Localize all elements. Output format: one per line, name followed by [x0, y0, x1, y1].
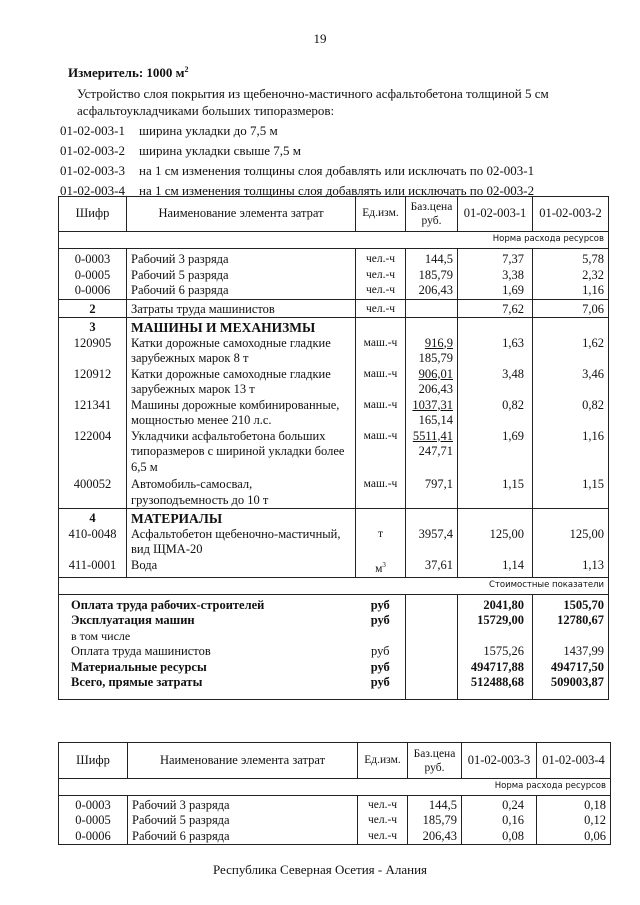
cell-code: 0-0005: [59, 813, 128, 829]
price-operator: 185,79: [418, 351, 453, 365]
measure-superscript: 2: [184, 65, 189, 74]
cell-price: 185,79: [406, 268, 458, 284]
cell-name: [127, 336, 356, 367]
table-row: [59, 527, 609, 558]
cell-value-2: 7,06: [533, 299, 609, 318]
cell-unit: маш.-ч: [356, 429, 406, 476]
header-price-line1: Баз.цена: [413, 747, 456, 760]
cell-price: 3957,4: [406, 527, 458, 558]
cell-value-1: 1,15: [458, 475, 533, 509]
name-line: зарубежных марок 13 т: [131, 382, 255, 396]
subheader-norms: Норма расхода ресурсов: [59, 779, 611, 796]
header-name: Наименование элемента затрат: [127, 197, 356, 232]
name-line: грузоподъемность до 10 т: [131, 492, 269, 507]
cell-value-2: 0,82: [533, 398, 609, 429]
cell-name: Рабочий 5 разряда: [128, 813, 358, 829]
unit-text: м: [375, 562, 383, 575]
table-row: [59, 429, 609, 476]
group-code: 4: [59, 509, 127, 527]
page-number: 19: [313, 31, 327, 46]
cell-code: 400052: [59, 475, 127, 509]
summary-row: [59, 613, 609, 629]
header-col-1: 01-02-003-1: [458, 197, 533, 232]
cell-value-1: 7,37: [458, 249, 533, 268]
table-row: [59, 475, 609, 509]
summary-unit: [356, 629, 406, 645]
summary-value-2: 494717,50: [533, 660, 609, 676]
name-line: Асфальтобетон щебеночно-мастичный,: [131, 526, 341, 541]
summary-value-1: 2041,80: [458, 594, 533, 613]
page-footer: Республика Северная Осетия - Алания: [212, 862, 428, 877]
summary-label: Эксплуатация машин: [59, 613, 356, 629]
summary-unit: руб: [356, 613, 406, 629]
measure-label: Измеритель: 1000 м: [68, 65, 185, 80]
cell-value-1: 125,00: [458, 527, 533, 558]
table-row: [59, 813, 611, 829]
summary-value-2: [533, 629, 609, 645]
summary-value-1: 512488,68: [458, 675, 533, 699]
cell-unit: чел.-ч: [358, 829, 408, 845]
summary-label: Оплата труда рабочих-строителей: [59, 594, 356, 613]
cell-value-2: 1,16: [533, 283, 609, 299]
name-line: зарубежных марок 8 т: [131, 351, 249, 365]
cell-unit: чел.-ч: [356, 283, 406, 299]
cell-price: [406, 429, 458, 476]
cell-value-2: 3,46: [533, 367, 609, 398]
summary-row: [59, 660, 609, 676]
cell-price: [406, 336, 458, 367]
header-code: Шифр: [59, 197, 127, 232]
variant-item: [60, 163, 534, 179]
summary-value-2: 1505,70: [533, 594, 609, 613]
empty-cell: [533, 318, 609, 336]
header-price: [408, 743, 462, 779]
cell-value-1: 7,62: [458, 299, 533, 318]
table-row: [59, 336, 609, 367]
header-name: Наименование элемента затрат: [128, 743, 358, 779]
cell-price: [406, 367, 458, 398]
cell-unit: маш.-ч: [356, 475, 406, 509]
cell-name: [127, 475, 356, 509]
group-code: 3: [59, 318, 127, 336]
group-name: МАТЕРИАЛЫ: [127, 509, 356, 527]
summary-unit: руб: [356, 660, 406, 676]
summary-label: в том числе: [59, 629, 356, 645]
cell-value-2: 1,13: [533, 558, 609, 578]
subheader-row: [59, 232, 609, 249]
empty-cell: [458, 318, 533, 336]
empty-cell: [406, 613, 458, 629]
cell-name: Затраты труда машинистов: [127, 299, 356, 318]
empty-cell: [356, 509, 406, 527]
cell-code: 0-0006: [59, 829, 128, 845]
resource-table-1: [58, 196, 609, 700]
cell-value-1: 1,69: [458, 429, 533, 476]
table-row: [59, 795, 611, 813]
variant-text: ширина укладки до 7,5 м: [139, 123, 278, 138]
cell-price: 185,79: [408, 813, 462, 829]
variant-text: на 1 см изменения толщины слоя добавлять или исключать по 02-003-1: [139, 163, 535, 178]
header-unit: Ед.изм.: [356, 197, 406, 232]
name-line: Автомобиль-самосвал,: [131, 477, 253, 491]
subheader-costs: Стоимостные показатели: [59, 577, 609, 594]
header-price-line2: руб.: [424, 761, 445, 774]
cell-price: [406, 398, 458, 429]
variant-item: [60, 143, 301, 159]
header-code: Шифр: [59, 743, 128, 779]
table-row: [59, 829, 611, 845]
cell-unit: [356, 558, 406, 578]
price-main: 1037,31: [412, 397, 453, 412]
unit-superscript: 3: [382, 560, 386, 569]
empty-cell: [406, 629, 458, 645]
summary-value-1: 15729,00: [458, 613, 533, 629]
cell-name: Рабочий 5 разряда: [127, 268, 356, 284]
summary-label: Материальные ресурсы: [59, 660, 356, 676]
table-row: [59, 283, 609, 299]
header-price: [406, 197, 458, 232]
header-unit: Ед.изм.: [358, 743, 408, 779]
empty-cell: [406, 675, 458, 699]
header-col-4: 01-02-003-4: [537, 743, 611, 779]
cell-unit: маш.-ч: [356, 367, 406, 398]
header-col-3: 01-02-003-3: [462, 743, 537, 779]
cell-name: Рабочий 6 разряда: [127, 283, 356, 299]
cell-name: [127, 398, 356, 429]
empty-cell: [406, 509, 458, 527]
group-row-materials: [59, 509, 609, 527]
description-line-2: асфальтоукладчиками больших типоразмеров:: [77, 103, 335, 118]
cell-value-1: 1,14: [458, 558, 533, 578]
summary-value-1: 494717,88: [458, 660, 533, 676]
cell-price: 206,43: [406, 283, 458, 299]
cell-name: Рабочий 3 разряда: [128, 795, 358, 813]
summary-row: [59, 629, 609, 645]
empty-cell: [356, 318, 406, 336]
header-col-2: 01-02-003-2: [533, 197, 609, 232]
cell-value-1: 0,16: [462, 813, 537, 829]
cell-value-2: 125,00: [533, 527, 609, 558]
variant-code: 01-02-003-2: [60, 143, 125, 158]
cell-price: 144,5: [408, 795, 462, 813]
cell-code: 121341: [59, 398, 127, 429]
cell-code: 0-0006: [59, 283, 127, 299]
cell-price: 144,5: [406, 249, 458, 268]
cell-unit: чел.-ч: [356, 299, 406, 318]
variant-item: [60, 123, 278, 139]
price-operator: 165,14: [418, 413, 453, 427]
cell-code: 0-0003: [59, 795, 128, 813]
cell-value-1: 1,63: [458, 336, 533, 367]
measure-unit: [68, 65, 189, 81]
cell-value-1: 0,24: [462, 795, 537, 813]
cell-value-1: 1,69: [458, 283, 533, 299]
resource-table-2: [58, 742, 611, 845]
table-header-row: [59, 743, 611, 779]
name-line: Машины дорожные комбинированные,: [131, 397, 340, 412]
subheader-row: [59, 779, 611, 796]
name-line: Катки дорожные самоходные гладкие: [131, 335, 331, 350]
cell-code: 120912: [59, 367, 127, 398]
summary-label: Оплата труда машинистов: [59, 644, 356, 660]
price-main: 5511,41: [412, 428, 453, 443]
cell-value-2: 0,12: [537, 813, 611, 829]
summary-value-2: 509003,87: [533, 675, 609, 699]
empty-cell: [533, 509, 609, 527]
variant-text: ширина укладки свыше 7,5 м: [139, 143, 302, 158]
cell-value-2: 0,18: [537, 795, 611, 813]
cell-value-2: 1,16: [533, 429, 609, 476]
cost-subheader-row: [59, 577, 609, 594]
cell-unit: чел.-ч: [358, 813, 408, 829]
cell-unit: чел.-ч: [356, 249, 406, 268]
empty-cell: [458, 509, 533, 527]
table-row: [59, 558, 609, 578]
table-row-operators: [59, 299, 609, 318]
table-row: [59, 398, 609, 429]
summary-value-1: 1575,26: [458, 644, 533, 660]
cell-unit: т: [356, 527, 406, 558]
cell-name: Вода: [127, 558, 356, 578]
cell-unit: маш.-ч: [356, 398, 406, 429]
name-line: вид ЩМА-20: [131, 542, 203, 556]
cell-price: [406, 299, 458, 318]
cell-unit: чел.-ч: [358, 795, 408, 813]
empty-cell: [406, 594, 458, 613]
subheader-norms: Норма расхода ресурсов: [59, 232, 609, 249]
variant-code: 01-02-003-4: [60, 183, 125, 198]
cell-code: 0-0005: [59, 268, 127, 284]
empty-cell: [406, 644, 458, 660]
summary-label: Всего, прямые затраты: [59, 675, 356, 699]
table-header-row: [59, 197, 609, 232]
cell-price: 797,1: [406, 475, 458, 509]
cell-code: 2: [59, 299, 127, 318]
cell-code: 411-0001: [59, 558, 127, 578]
cell-price: 206,43: [408, 829, 462, 845]
cell-code: 120905: [59, 336, 127, 367]
variant-code: 01-02-003-1: [60, 123, 125, 138]
variant-code: 01-02-003-3: [60, 163, 125, 178]
header-price-line2: руб.: [421, 215, 442, 227]
cell-code: 410-0048: [59, 527, 127, 558]
price-main: 906,01: [418, 366, 453, 381]
cell-name: Рабочий 6 разряда: [128, 829, 358, 845]
cell-name: [127, 367, 356, 398]
table-row: [59, 249, 609, 268]
price-operator: 206,43: [418, 382, 453, 396]
summary-unit: руб: [356, 594, 406, 613]
cell-value-1: 3,38: [458, 268, 533, 284]
cell-value-1: 0,82: [458, 398, 533, 429]
description-line-1: Устройство слоя покрытия из щебеночно-мастичного асфальтобетона толщиной 5 см: [77, 86, 549, 101]
summary-row: [59, 594, 609, 613]
cell-name: [127, 527, 356, 558]
cell-value-2: 1,62: [533, 336, 609, 367]
name-line: Катки дорожные самоходные гладкие: [131, 366, 331, 381]
variant-text: на 1 см изменения толщины слоя добавлять или исключать по 02-003-2: [139, 183, 535, 198]
name-line: 6,5 м: [131, 459, 158, 474]
name-line: мощностью менее 210 л.с.: [131, 413, 272, 427]
empty-cell: [406, 660, 458, 676]
summary-value-2: 1437,99: [533, 644, 609, 660]
table-row: [59, 268, 609, 284]
summary-row: [59, 675, 609, 699]
summary-unit: руб: [356, 644, 406, 660]
cell-price: 37,61: [406, 558, 458, 578]
price-main: 916,9: [424, 335, 453, 350]
name-line: типоразмеров с шириной укладки более: [131, 444, 345, 458]
cell-name: Рабочий 3 разряда: [127, 249, 356, 268]
cell-code: 122004: [59, 429, 127, 476]
cell-code: 0-0003: [59, 249, 127, 268]
cell-unit: маш.-ч: [356, 336, 406, 367]
price-operator: 247,71: [418, 444, 453, 458]
table-row: [59, 367, 609, 398]
summary-unit: руб: [356, 675, 406, 699]
name-line: Укладчики асфальтобетона больших: [131, 428, 326, 443]
header-price-line1: Баз.цена: [410, 201, 453, 213]
empty-cell: [406, 318, 458, 336]
group-name: МАШИНЫ И МЕХАНИЗМЫ: [127, 318, 356, 336]
cell-name: [127, 429, 356, 476]
group-row-machines: [59, 318, 609, 336]
cell-value-2: 5,78: [533, 249, 609, 268]
summary-value-2: 12780,67: [533, 613, 609, 629]
cell-value-2: 2,32: [533, 268, 609, 284]
cell-value-2: 1,15: [533, 475, 609, 509]
summary-value-1: [458, 629, 533, 645]
cell-unit: чел.-ч: [356, 268, 406, 284]
cell-value-2: 0,06: [537, 829, 611, 845]
cell-value-1: 3,48: [458, 367, 533, 398]
summary-row: [59, 644, 609, 660]
cell-value-1: 0,08: [462, 829, 537, 845]
